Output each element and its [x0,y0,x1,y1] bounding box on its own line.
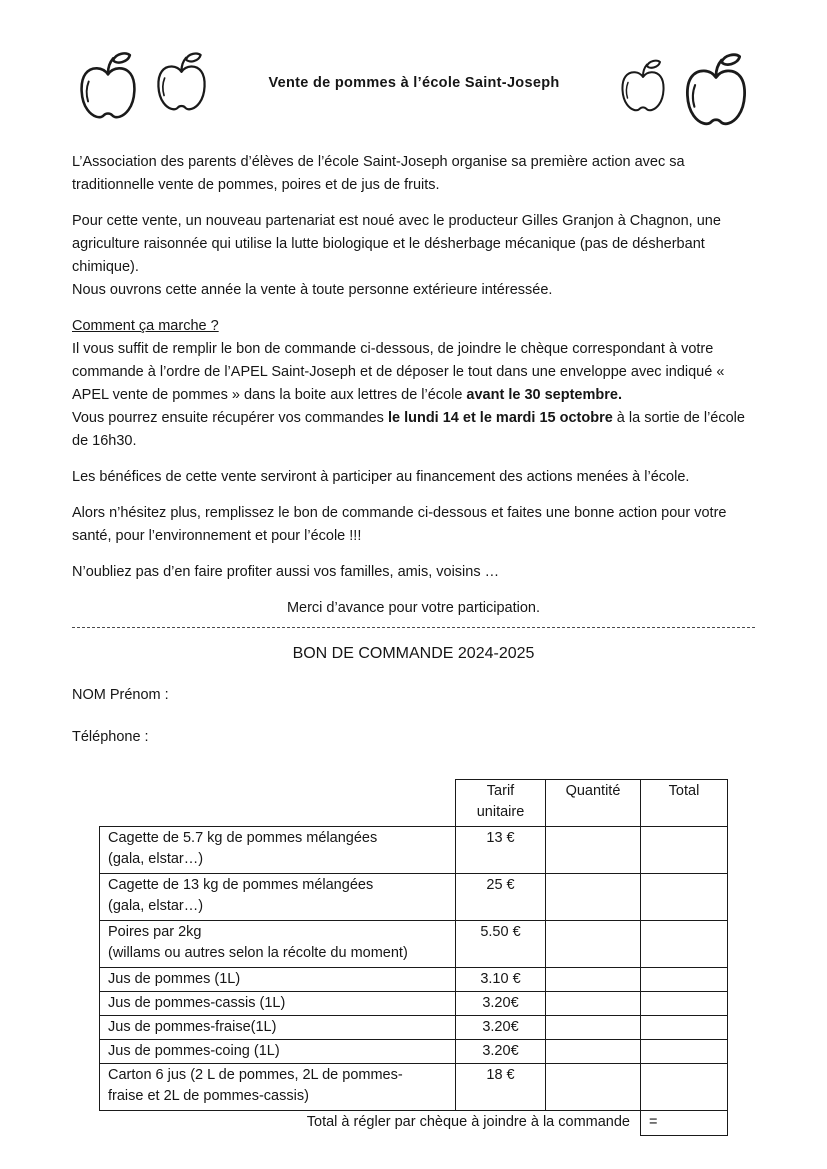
price-cell: 3.20€ [456,1040,546,1064]
column-header-tarif: Tarif unitaire [456,780,546,827]
quantity-cell [546,992,641,1016]
intro-paragraph-2-line2: Nous ouvrons cette année la vente à toute personne extérieure intéressée. [72,282,553,298]
grand-total-label: Total à régler par chèque à joindre à la commande [306,1114,630,1130]
benefits-paragraph: Les bénéfices de cette vente serviront à participer au financement des actions menées à l’école. [72,469,690,485]
quantity-cell [546,1064,641,1111]
apple-icons-right [615,46,755,134]
total-cell [641,827,728,874]
page-title: Vente de pommes à l’école Saint-Joseph [268,75,560,91]
item-line2: (willams ou autres selon la récolte du moment) [108,945,408,961]
total-cell [641,1016,728,1040]
price-cell: 3.20€ [456,992,546,1016]
document-header [72,46,755,138]
price-cell: 3.10 € [456,968,546,992]
total-cell [641,968,728,992]
deadline-bold-text: avant le 30 septembre. [466,387,622,403]
quantity-cell [546,1016,641,1040]
total-cell [641,1064,728,1111]
apple-icon [150,46,213,118]
pickup-dates-bold-text: le lundi 14 et le mardi 15 octobre [387,410,613,426]
how-p2-text: Vous pourrez ensuite récupérer vos commandes [72,410,388,426]
share-paragraph: N’oubliez pas d’en faire profiter aussi vos familles, amis, voisins … [72,564,500,580]
apple-icon [615,54,671,118]
thanks-line: Merci d’avance pour votre participation. [286,600,541,616]
item-line1: Carton 6 jus (2 L de pommes, 2L de pommes- [108,1067,403,1083]
total-cell [641,874,728,921]
intro-paragraph-2 [72,210,755,302]
total-cell [641,921,728,968]
table-row [100,921,728,968]
phone-label: Téléphone : [72,729,149,745]
dashed-divider [72,627,755,628]
how-p2-post-text: à la sortie de l’école de 16h30. [72,410,745,449]
price-cell: 5.50 € [456,921,546,968]
apple-icon [72,46,144,126]
order-table [99,779,728,1136]
item-cell: Jus de pommes-coing (1L) [100,1040,456,1064]
grand-total-value-cell: = [641,1111,728,1136]
how-it-works-paragraph-1 [72,338,755,407]
total-cell [641,992,728,1016]
item-cell: Jus de pommes-fraise(1L) [100,1016,456,1040]
price-cell: 3.20€ [456,1016,546,1040]
order-table-container [99,779,755,1136]
cta-paragraph: Alors n’hésitez plus, remplissez le bon de commande ci-dessous et faites une bonne action pour votre santé, pour l’environnement et pour l’école !!! [72,505,727,544]
item-line2: (gala, elstar…) [108,898,204,914]
item-line1: Poires par 2kg [108,924,202,940]
how-it-works-paragraph-2 [72,407,755,453]
quantity-cell [546,1040,641,1064]
table-row [100,874,728,921]
table-row [100,992,728,1016]
order-form-title: BON DE COMMANDE 2024-2025 [292,645,535,662]
item-cell: Jus de pommes (1L) [100,968,456,992]
grand-total-row [100,1111,728,1136]
item-cell [100,921,456,968]
how-it-works-section [72,315,755,453]
quantity-cell [546,874,641,921]
column-header-quantite: Quantité [546,780,641,827]
quantity-cell [546,827,641,874]
price-cell: 13 € [456,827,546,874]
item-cell [100,1064,456,1111]
item-cell [100,874,456,921]
item-cell [100,827,456,874]
intro-paragraph-1: L’Association des parents d’élèves de l’école Saint-Joseph organise sa première action avec sa traditionnelle vente de pommes, poires et de jus de fruits. [72,154,685,193]
name-label: NOM Prénom : [72,687,169,703]
total-cell [641,1040,728,1064]
intro-paragraph-2-line1: Pour cette vente, un nouveau partenariat est noué avec le producteur Gilles Granjon à Chagnon, une agriculture raisonnée qui utilise la lutte biologique et le désherbage mécanique (pas de désherbant chimique). [72,213,721,275]
table-row [100,1040,728,1064]
item-line2: fraise et 2L de pommes-cassis) [108,1088,309,1104]
price-cell: 25 € [456,874,546,921]
how-it-works-heading: Comment ça marche ? [72,318,219,334]
apple-icons-left [72,46,213,126]
item-cell: Jus de pommes-cassis (1L) [100,992,456,1016]
table-row [100,827,728,874]
table-row [100,968,728,992]
price-cell: 18 € [456,1064,546,1111]
item-line2: (gala, elstar…) [108,851,204,867]
item-line1: Cagette de 13 kg de pommes mélangées [108,877,374,893]
header-blank-cell [100,780,456,827]
how-p1-text: Il vous suffit de remplir le bon de commande ci-dessous, de joindre le chèque correspondant à votre commande à l’ordre de l’APEL Saint-Joseph et de déposer le tout dans une enveloppe avec indiqué « APEL vente de pommes » dans la boite aux lettres de l’école [72,341,725,403]
table-row [100,1064,728,1111]
quantity-cell [546,921,641,968]
quantity-cell [546,968,641,992]
table-header-row [100,780,728,827]
table-row [100,1016,728,1040]
apple-icon [677,46,755,134]
item-line1: Cagette de 5.7 kg de pommes mélangées [108,830,378,846]
column-header-total: Total [641,780,728,827]
